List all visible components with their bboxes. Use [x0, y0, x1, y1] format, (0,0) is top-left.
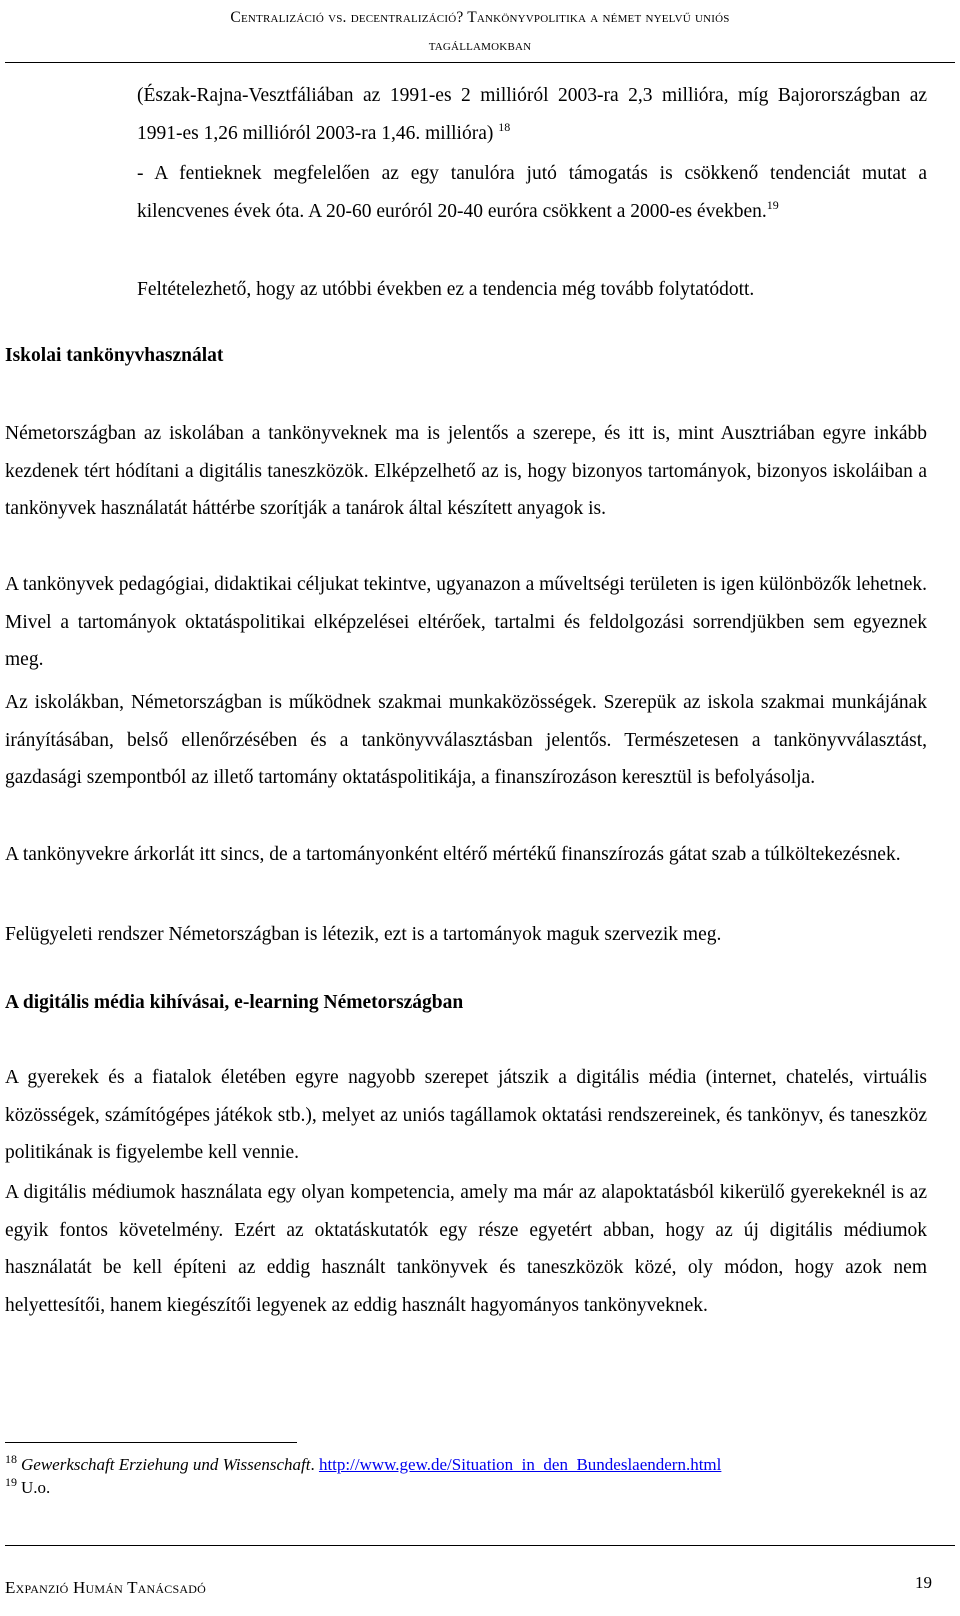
paragraph-textbook-role: Németországban az iskolában a tankönyveknek ma is jelentős a szerepe, és itt is, mint Ausztriában egyre inkább kezdenek tért hódítani a digitális taneszközök. Elképzelhető az is, hogy bizonyos tartományok, bizonyos iskoláiban a tankönyvek használatát háttérbe szorítják a tanárok által készített anyagok is. [5, 423, 927, 519]
footnote-ref-19: 19 [766, 197, 779, 212]
paragraph-professional-communities: Az iskolákban, Németországban is működnek szakmai munkaközösségek. Szerepük az iskola szakmai munkájának irányításában, belső ellenőrzésében és a tankönyvválasztásban jelentős. Természetesen a tankönyvválasztást, gazdasági szempontból az illető tartomány oktatáspolitikája, a finanszírozáson keresztül is befolyásolja. [5, 692, 927, 788]
footnote-text: U.o. [21, 1478, 51, 1497]
footnote-divider [5, 1442, 297, 1443]
footnote-number: 18 [5, 1452, 17, 1466]
footnote-ref-18: 18 [498, 119, 511, 134]
header-divider [5, 62, 955, 63]
paragraph-regional-figures: (Észak-Rajna-Vesztfáliában az 1991-es 2 millióról 2003-ra 2,3 millióra, míg Bajorországban az 1991-es 1,26 millióról 2003-ra 1,46. millióra) $^{18}$ [137, 85, 927, 144]
header-line-2: tagállamokban [428, 37, 532, 54]
footer-divider [5, 1545, 955, 1546]
page-number: 19 [915, 1573, 932, 1592]
footnote-19 [5, 1476, 50, 1500]
paragraph-price-cap: A tankönyvekre árkorlát itt sincs, de a tartományonként eltérő mértékű finanszírozás gátat szab a túlköltekezésnek. [5, 844, 901, 865]
footnote-source-title: Gewerkschaft Erziehung und Wissenschaft [21, 1455, 311, 1474]
paragraph-assumption: Feltételezhető, hogy az utóbbi években ez a tendencia még tovább folytatódott. [137, 279, 755, 300]
paragraph-digital-competence: A digitális médiumok használata egy olyan kompetencia, amely ma már az alapoktatásból kikerülő gyerekeknél is az egyik fontos követelmény. Ezért az oktatáskutatók egy része egyetért abban, hogy az új digitális médiumok használatát be kell építeni az eddig használt tankönyvek és taneszközök közé, oly módon, hogy azok nem helyettesítői, hanem kiegészítői legyenek az eddig használt hagyományos tankönyveknek. [5, 1182, 927, 1316]
paragraph-per-student-support: - A fentieknek megfelelően az egy tanulóra jutó támogatás is csökkenő tendenciát mutat a kilencvenes évek óta. A 20-60 euróról 20-40 euróra csökkent a 2000-es években.$^{19}$ [137, 163, 927, 222]
section-heading-digital-media: A digitális média kihívásai, e-learning Németországban [5, 992, 464, 1013]
footnote-18: $^{18}$ Gewerkschaft Erziehung und Wissenschaft. http://www.gew.de/Situation_in_den_Bundeslaendern.html [5, 1452, 722, 1474]
paragraph-textbook-goals: A tankönyvek pedagógiai, didaktikai céljukat tekintve, ugyanazon a műveltségi területen is igen különbözők lehetnek. Mivel a tartományok oktatáspolitikai elképzelései eltérőek, tartalmi és feldolgozási sorrendjükben sem egyeznek meg. [5, 574, 927, 670]
footer-publisher: Expanzió Humán Tanácsadó [5, 1578, 206, 1597]
paragraph-digital-media-role: A gyerekek és a fiatalok életében egyre nagyobb szerepet játszik a digitális média (internet, chatelés, virtuális közösségek, számítógépes játékok stb.), melyet az uniós tagállamok oktatási rendszereinek, és tankönyv, és taneszköz politikának is figyelembe kell vennie. [5, 1067, 927, 1163]
running-header [0, 4, 960, 60]
footnote-number: 19 [5, 1475, 17, 1489]
footnote-source-link[interactable]: http://www.gew.de/Situation_in_den_Bundeslaendern.html [318, 1455, 722, 1474]
paragraph-supervision: Felügyeleti rendszer Németországban is létezik, ezt is a tartományok maguk szervezik meg. [5, 924, 722, 945]
header-line-1: Centralizáció vs. decentralizáció? Tankönyvpolitika a német nyelvű uniós [230, 9, 730, 26]
section-heading-textbook-use: Iskolai tankönyvhasználat [5, 345, 224, 366]
